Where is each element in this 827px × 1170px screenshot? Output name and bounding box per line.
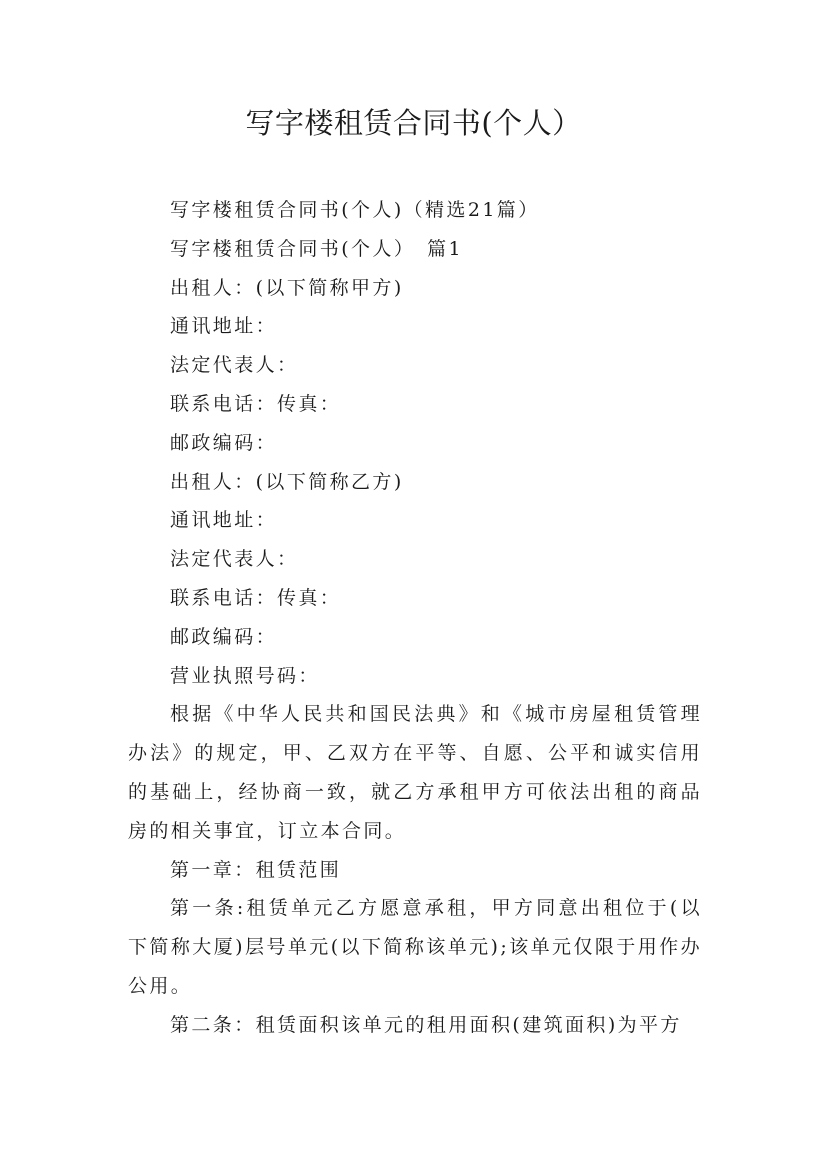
paragraph: 出租人：(以下简称甲方) (170, 276, 404, 299)
paragraph: 第二条：租赁面积该单元的租用面积(建筑面积)为平方 (170, 1013, 682, 1036)
paragraph: 根据《中华人民共和国民法典》和《城市房屋租赁管理办法》的规定，甲、乙双方在平等、自愿、公平和诚实信用的基础上，经协商一致，就乙方承租甲方可依法出租的商品房的相关事宜，订立本合同。 (128, 703, 702, 842)
paragraph: 通讯地址： (170, 315, 278, 338)
paragraph: 出租人：(以下简称乙方) (170, 470, 404, 493)
document-body (128, 191, 702, 1045)
paragraph: 写字楼租赁合同书(个人)（精选21篇） (170, 199, 540, 221)
paragraph: 写字楼租赁合同书(个人） 篇1 (170, 237, 464, 260)
paragraph: 法定代表人： (170, 548, 299, 571)
paragraph: 营业执照号码： (170, 664, 320, 687)
document-title: 写字楼租赁合同书(个人） (245, 106, 582, 140)
paragraph: 通讯地址： (170, 509, 278, 532)
paragraph: 法定代表人： (170, 354, 299, 377)
paragraph: 邮政编码： (170, 431, 278, 454)
paragraph: 第一章：租赁范围 (170, 858, 342, 881)
paragraph: 邮政编码： (170, 625, 278, 648)
paragraph: 第一条:租赁单元乙方愿意承租，甲方同意出租位于(以下简称大厦)层号单元(以下简称该单元);该单元仅限于用作办公用。 (128, 897, 702, 997)
paragraph: 联系电话：传真： (170, 392, 342, 415)
paragraph: 联系电话：传真： (170, 586, 342, 609)
